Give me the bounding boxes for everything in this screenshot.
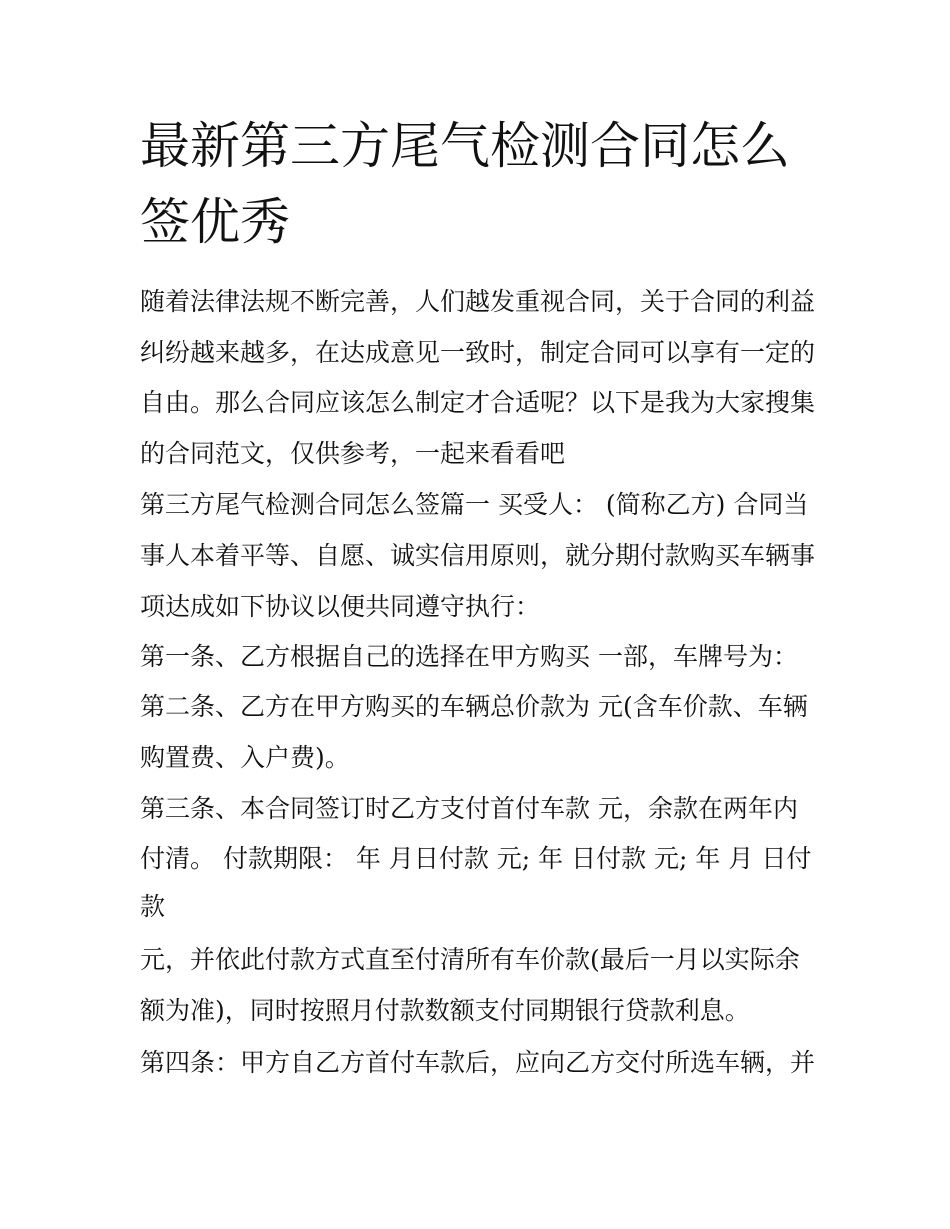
body-line: 项达成如下协议以便共同遵守执行：	[140, 592, 541, 621]
document-title	[140, 108, 840, 260]
body-line: 第二条、乙方在甲方购买的车辆总价款为 元(含车价款、车辆	[140, 692, 808, 721]
body-line: 第三方尾气检测合同怎么签篇一 买受人： (简称乙方) 合同当	[140, 490, 809, 519]
body-line: 第一条、乙方根据自己的选择在甲方购买 一部，车牌号为：	[140, 642, 798, 671]
body-line: 纠纷越来越多，在达成意见一致时，制定合同可以享有一定的	[140, 338, 816, 367]
body-line: 额为准)，同时按照月付款数额支付同期银行贷款利息。	[140, 996, 750, 1025]
body-line: 第四条：甲方自乙方首付车款后，应向乙方交付所选车辆，并	[140, 1048, 816, 1077]
body-line: 自由。那么合同应该怎么制定才合适呢？以下是我为大家搜集	[140, 388, 816, 417]
body-line: 购置费、入户费)。	[140, 743, 350, 772]
body-line: 元，并依此付款方式直至付清所有车价款(最后一月以实际余	[140, 945, 800, 974]
body-line: 付清。 付款期限： 年 月日付款 元; 年 日付款 元; 年 月 日付	[140, 844, 812, 873]
body-line: 事人本着平等、自愿、诚实信用原则，就分期付款购买车辆事	[140, 541, 816, 570]
title-line-2: 签优秀	[140, 193, 290, 251]
body-line: 随着法律法规不断完善，人们越发重视合同，关于合同的利益	[140, 287, 816, 316]
body-line: 第三条、本合同签订时乙方支付首付车款 元，余款在两年内	[140, 794, 798, 823]
body-line: 的合同范文，仅供参考，一起来看看吧	[140, 439, 566, 468]
title-line-1: 最新第三方尾气检测合同怎么	[140, 117, 790, 175]
body-line: 款	[140, 892, 166, 921]
